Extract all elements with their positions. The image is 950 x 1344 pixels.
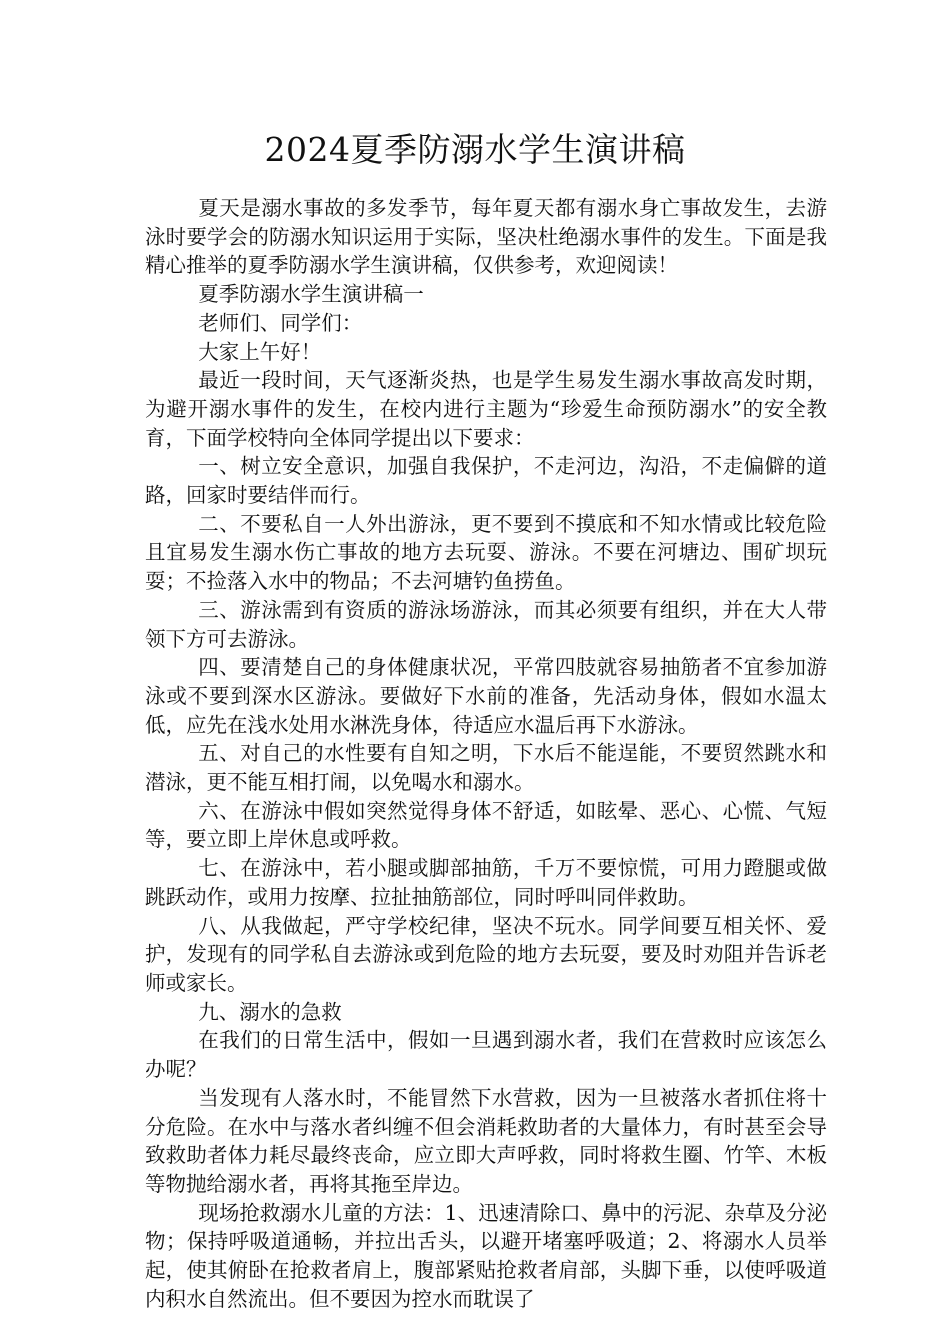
paragraph-rescue-advice: 当发现有人落水时，不能冒然下水营救，因为一旦被落水者抓住将十分危险。在水中与落水者纠缠不但会消耗救助者的大量体力，有时甚至会导致救助者体力耗尽最终丧命，应立即大声呼救，同时将救生圈、竹竿、木板等物抛给溺水者，再将其拖至岸边。 (145, 1085, 827, 1196)
paragraph-background: 最近一段时间，天气逐渐炎热，也是学生易发生溺水事故高发时期，为避开溺水事件的发生，在校内进行主题为“珍爱生命预防溺水”的安全教育，下面学校特向全体同学提出以下要求： (145, 368, 827, 450)
paragraph-first-aid: 现场抢救溺水儿童的方法：1、迅速清除口、鼻中的污泥、杂草及分泌物；保持呼吸道通畅，并拉出舌头，以避开堵塞呼吸道；2、将溺水人员举起，使其俯卧在抢救者肩上，腹部紧贴抢救者肩部，头脚下垂，以使呼吸道内积水自然流出。但不要因为控水而耽误了 (145, 1200, 827, 1311)
paragraph-salutation: 老师们、同学们： (198, 310, 363, 335)
paragraph-rule-4: 四、要清楚自己的身体健康状况，平常四肢就容易抽筋者不宜参加游泳或不要到深水区游泳。要做好下水前的准备，先活动身体，假如水温太低，应先在浅水处用水淋洗身体，待适应水温后再下水游泳。 (145, 655, 827, 737)
paragraph-rule-9-heading: 九、溺水的急救 (198, 999, 342, 1024)
document-body (145, 194, 827, 1313)
document-title: 2024夏季防溺水学生演讲稿 (264, 130, 686, 169)
paragraph-rule-2: 二、不要私自一人外出游泳，更不要到不摸底和不知水情或比较危险且宜易发生溺水伤亡事故的地方去玩耍、游泳。不要在河塘边、围矿坝玩耍；不捡落入水中的物品；不去河塘钓鱼捞鱼。 (145, 511, 827, 594)
paragraph-subtitle: 夏季防溺水学生演讲稿一 (198, 282, 424, 307)
paragraph-rescue-question: 在我们的日常生活中，假如一旦遇到溺水者，我们在营救时应该怎么办呢？ (145, 1028, 827, 1082)
paragraph-rule-1: 一、树立安全意识，加强自我保护，不走河边，沟沿，不走偏僻的道路，回家时要结伴而行。 (145, 454, 827, 508)
paragraph-rule-5: 五、对自己的水性要有自知之明，下水后不能逞能，不要贸然跳水和潜泳，更不能互相打闹，以免喝水和溺水。 (145, 741, 827, 795)
paragraph-rule-8: 八、从我做起，严守学校纪律，坚决不玩水。同学间要互相关怀、爱护，发现有的同学私自去游泳或到危险的地方去玩耍，要及时劝阻并告诉老师或家长。 (145, 913, 827, 995)
paragraph-intro: 夏天是溺水事故的多发季节，每年夏天都有溺水身亡事故发生，去游泳时要学会的防溺水知识运用于实际，坚决杜绝溺水事件的发生。下面是我精心推举的夏季防溺水学生演讲稿，仅供参考，欢迎阅读！ (145, 196, 827, 278)
paragraph-rule-7: 七、在游泳中，若小腿或脚部抽筋，千万不要惊慌，可用力蹬腿或做跳跃动作，或用力按摩、拉扯抽筋部位，同时呼叫同伴救助。 (145, 856, 827, 909)
paragraph-greeting: 大家上午好！ (198, 339, 322, 364)
paragraph-rule-3: 三、游泳需到有资质的游泳场游泳，而其必须要有组织，并在大人带领下方可去游泳。 (145, 597, 827, 651)
paragraph-rule-6: 六、在游泳中假如突然觉得身体不舒适，如眩晕、恶心、心慌、气短等，要立即上岸休息或呼救。 (145, 798, 827, 852)
